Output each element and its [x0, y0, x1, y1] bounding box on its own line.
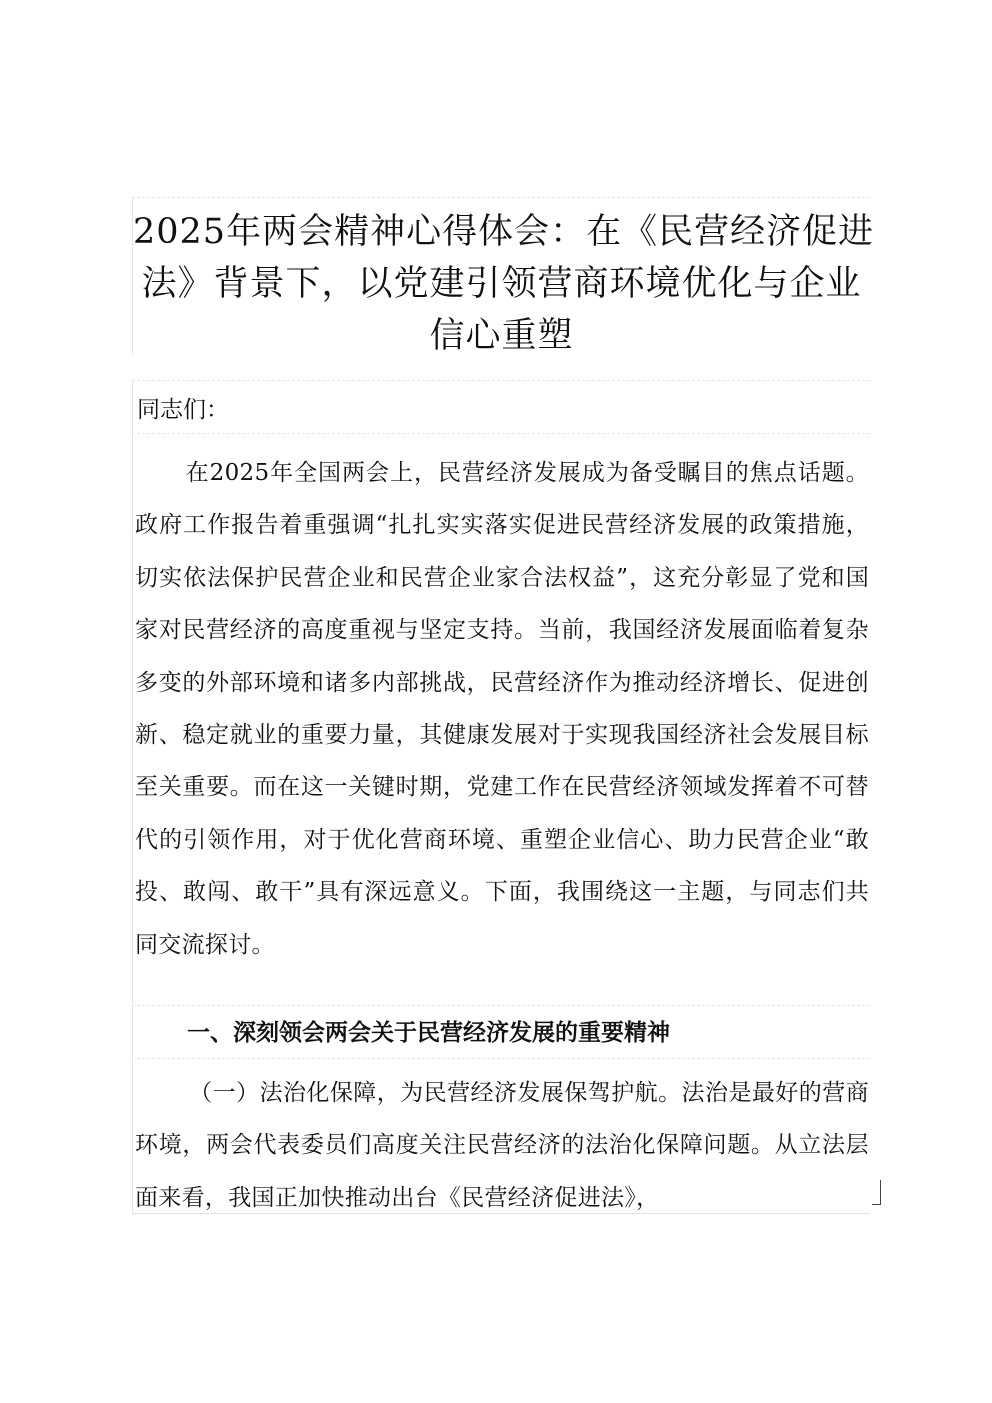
salutation-block	[132, 380, 870, 432]
salutation: 同志们：	[137, 397, 229, 423]
document-title	[132, 197, 875, 356]
text-cursor-mark	[872, 1180, 881, 1205]
section-heading-block	[132, 1005, 870, 1057]
title-line-2: 法》背景下，以党建引领营商环境优化与企业	[141, 264, 862, 304]
intro-paragraph-text: 在2025年全国两会上，民营经济发展成为备受瞩目的焦点话题。政府工作报告着重强调“扎扎实实落实促进民营经济发展的政策措施，切实依法保护民营企业和民营企业家合法权益”，这充分彰显了党和国家对民营经济的高度重视与坚定支持。当前，我国经济发展面临着复杂多变的外部环境和诸多内部挑战，民营经济作为推动经济增长、促进创新、稳定就业的重要力量，其健康发展对于实现我国经济社会发展目标至关重要。而在这一关键时期，党建工作在民营经济领域发挥着不可替代的引领作用，对于优化营商环境、重塑企业信心、助力民营企业“敢投、敢闯、敢干”具有深远意义。下面，我围绕这一主题，与同志们共同交流探讨。	[135, 460, 869, 958]
subsection-paragraph	[135, 1067, 869, 1224]
section-heading: 一、深刻领会两会关于民营经济发展的重要精神	[187, 1020, 670, 1046]
subsection-paragraph-block	[132, 1058, 870, 1214]
title-line-3: 信心重塑	[429, 316, 574, 356]
title-line-1: 2025年两会精神心得体会：在《民营经济促进	[133, 212, 875, 252]
intro-paragraph-block	[132, 433, 870, 1003]
subsection-paragraph-text: （一）法治化保障，为民营经济发展保驾护航。法治是最好的营商环境，两会代表委员们高度关注民营经济的法治化保障问题。从立法层面来看，我国正加快推动出台《民营经济促进法》，	[135, 1080, 869, 1211]
intro-paragraph	[135, 447, 869, 971]
